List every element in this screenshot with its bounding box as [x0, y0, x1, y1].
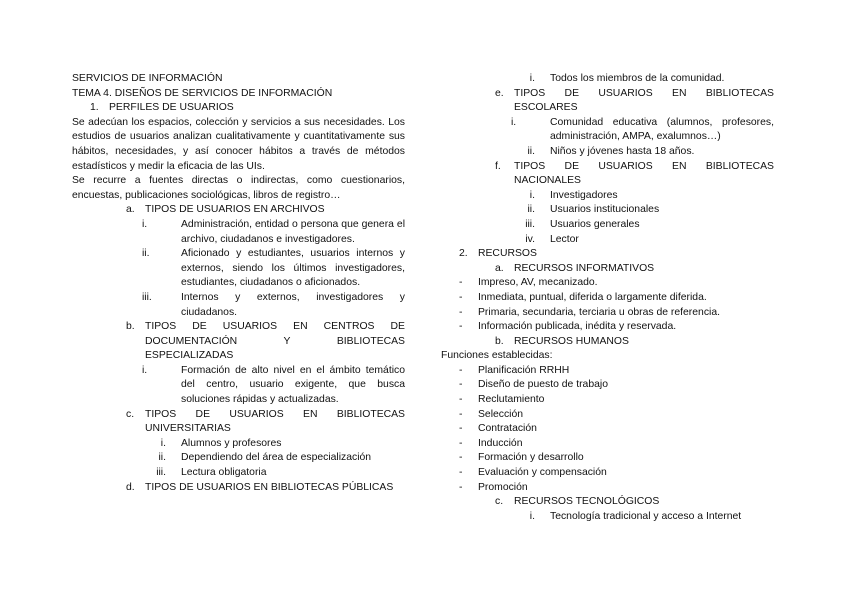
list-marker: i.	[529, 510, 535, 522]
dash-marker: -	[459, 481, 463, 493]
bullet-item	[441, 306, 774, 321]
dash-marker: -	[459, 364, 463, 376]
list-item-text: Usuarios generales	[550, 218, 640, 230]
paragraph: Se recurre a fuentes directas o indirectas, como cuestionarios, encuestas, publicaciones sociológicas, libros de registro…	[72, 175, 405, 201]
list-item-text: Usuarios institucionales	[550, 204, 660, 216]
dash-marker: -	[459, 277, 463, 289]
dash-marker: -	[459, 467, 463, 479]
list-item-text: Administración, entidad o persona que genera el archivo, ciudadanos e investigadores.	[181, 218, 405, 245]
right-column	[441, 72, 774, 524]
subsection-recursos-informativos	[441, 262, 774, 277]
left-column	[72, 72, 405, 495]
list-item-text: Tecnología tradicional y acceso a Internet	[550, 510, 742, 522]
bullet-text: Reclutamiento	[478, 394, 545, 406]
bullet-text: Selección	[478, 408, 524, 420]
list-marker: e.	[495, 87, 504, 99]
list-marker: iv.	[525, 233, 535, 245]
list-item	[441, 189, 774, 204]
list-marker: iii.	[142, 291, 152, 303]
dash-marker: -	[459, 452, 463, 464]
bullet-item	[441, 422, 774, 437]
list-marker: b.	[126, 321, 135, 333]
topic-heading: TEMA 4. DISEÑOS DE SERVICIOS DE INFORMACIÓN	[72, 87, 333, 99]
section-1	[72, 101, 405, 116]
list-item	[72, 437, 405, 452]
list-marker: i.	[142, 364, 148, 376]
dash-marker: -	[459, 394, 463, 406]
bullet-item	[441, 378, 774, 393]
list-item	[441, 116, 774, 145]
bullet-text: Formación y desarrollo	[478, 452, 584, 464]
subsection-e	[441, 87, 774, 116]
list-marker: i.	[511, 116, 517, 128]
subsection-recursos-humanos	[441, 335, 774, 350]
list-marker: c.	[126, 408, 135, 420]
list-marker: c.	[495, 496, 504, 508]
section-2	[441, 247, 774, 262]
list-item-text: Comunidad educativa (alumnos, profesores, administración, AMPA, exalumnos…)	[550, 116, 774, 143]
list-marker: ii.	[527, 204, 535, 216]
list-marker: i.	[142, 218, 148, 230]
dash-marker: -	[459, 291, 463, 303]
bullet-item	[441, 466, 774, 481]
list-marker: i.	[160, 437, 166, 449]
list-item	[72, 247, 405, 291]
list-item-text: Lectura obligatoria	[181, 467, 267, 479]
list-item	[72, 218, 405, 247]
paragraph: Se adecúan los espacios, colección y servicios a sus necesidades. Los estudios de usuarios analizan cualitativamente y cuantitativamente sus hábitos, necesidades, y así conocer hábitos a través de métodos estadísticos y medir la eficacia de las UIs.	[72, 116, 405, 172]
list-item-text: Internos y externos, investigadores y ciudadanos.	[181, 291, 405, 318]
list-marker: b.	[495, 335, 504, 347]
bullet-item	[441, 437, 774, 452]
subsection-f	[441, 160, 774, 189]
list-item-text: Investigadores	[550, 189, 618, 201]
list-item	[441, 72, 774, 87]
list-item-text: Dependiendo del área de especialización	[181, 452, 372, 464]
bullet-item	[441, 408, 774, 423]
list-item	[72, 291, 405, 320]
bullet-text: Evaluación y compensación	[478, 467, 607, 479]
bullet-item	[441, 291, 774, 306]
list-marker: i.	[529, 189, 535, 201]
subsection-recursos-tecnologicos	[441, 495, 774, 510]
list-item	[72, 451, 405, 466]
subsection-label: TIPOS DE USUARIOS EN CENTROS DE DOCUMENTACIÓN Y BIBLIOTECAS ESPECIALIZADAS	[145, 321, 405, 362]
section-marker: 2.	[459, 248, 468, 260]
bullet-item	[441, 451, 774, 466]
bullet-item	[441, 276, 774, 291]
list-item-text: Formación de alto nivel en el ámbito temático del centro, usuario exigente, que busca soluciones rápidas y actualizadas.	[181, 364, 405, 406]
dash-marker: -	[459, 306, 463, 318]
subsection-label: TIPOS DE USUARIOS EN ARCHIVOS	[145, 204, 325, 216]
bullet-text: Inducción	[478, 437, 523, 449]
subsection-b	[72, 320, 405, 364]
dash-marker: -	[459, 321, 463, 333]
list-marker: f.	[495, 160, 501, 172]
bullet-text: Contratación	[478, 423, 537, 435]
list-marker: ii.	[527, 145, 535, 157]
subsection-c	[72, 408, 405, 437]
funciones-label: Funciones establecidas:	[441, 350, 553, 362]
subsection-label: TIPOS DE USUARIOS EN BIBLIOTECAS UNIVERSITARIAS	[145, 408, 405, 435]
list-item-text: Todos los miembros de la comunidad.	[550, 73, 725, 84]
subsection-label: RECURSOS HUMANOS	[514, 335, 629, 347]
list-item-text: Lector	[550, 233, 579, 245]
bullet-text: Inmediata, puntual, diferida o largamente diferida.	[478, 291, 707, 303]
list-marker: a.	[495, 262, 504, 274]
section-label: PERFILES DE USUARIOS	[109, 102, 234, 114]
subsection-label: TIPOS DE USUARIOS EN BIBLIOTECAS PÚBLICAS	[145, 481, 394, 493]
dash-marker: -	[459, 437, 463, 449]
bullet-text: Promoción	[478, 481, 528, 493]
section-marker: 1.	[90, 102, 99, 114]
list-item-text: Niños y jóvenes hasta 18 años.	[550, 145, 695, 157]
list-item	[441, 510, 774, 525]
subsection-label: TIPOS DE USUARIOS EN BIBLIOTECAS ESCOLARES	[514, 87, 774, 114]
dash-marker: -	[459, 423, 463, 435]
bullet-item	[441, 364, 774, 379]
bullet-item	[441, 481, 774, 496]
subsection-label: RECURSOS INFORMATIVOS	[514, 262, 655, 274]
list-item	[441, 233, 774, 248]
dash-marker: -	[459, 379, 463, 391]
bullet-item	[441, 320, 774, 335]
list-marker: ii.	[158, 452, 166, 464]
list-item	[72, 466, 405, 481]
bullet-text: Diseño de puesto de trabajo	[478, 379, 608, 391]
doc-heading: SERVICIOS DE INFORMACIÓN	[72, 73, 223, 84]
list-item	[441, 218, 774, 233]
section-label: RECURSOS	[478, 248, 537, 260]
subsection-a	[72, 203, 405, 218]
bullet-item	[441, 393, 774, 408]
bullet-text: Planificación RRHH	[478, 364, 570, 376]
list-item	[72, 364, 405, 408]
subsection-label: TIPOS DE USUARIOS EN BIBLIOTECAS NACIONALES	[514, 160, 774, 187]
list-marker: i.	[529, 73, 535, 84]
list-marker: a.	[126, 204, 135, 216]
list-marker: iii.	[156, 467, 166, 479]
list-item-text: Aficionado y estudiantes, usuarios internos y externos, siendo los últimos investigadores, estudiantes, ciudadanos o aficionados.	[181, 248, 405, 289]
list-item	[441, 145, 774, 160]
list-item	[441, 203, 774, 218]
bullet-text: Impreso, AV, mecanizado.	[478, 277, 598, 289]
bullet-text: Información publicada, inédita y reservada.	[478, 321, 677, 333]
list-marker: ii.	[142, 248, 150, 260]
dash-marker: -	[459, 408, 463, 420]
bullet-text: Primaria, secundaria, terciaria u obras de referencia.	[478, 306, 720, 318]
subsection-d	[72, 481, 405, 496]
list-marker: iii.	[525, 218, 535, 230]
list-item-text: Alumnos y profesores	[181, 437, 282, 449]
subsection-label: RECURSOS TECNOLÓGICOS	[514, 496, 660, 508]
list-marker: d.	[126, 481, 135, 493]
